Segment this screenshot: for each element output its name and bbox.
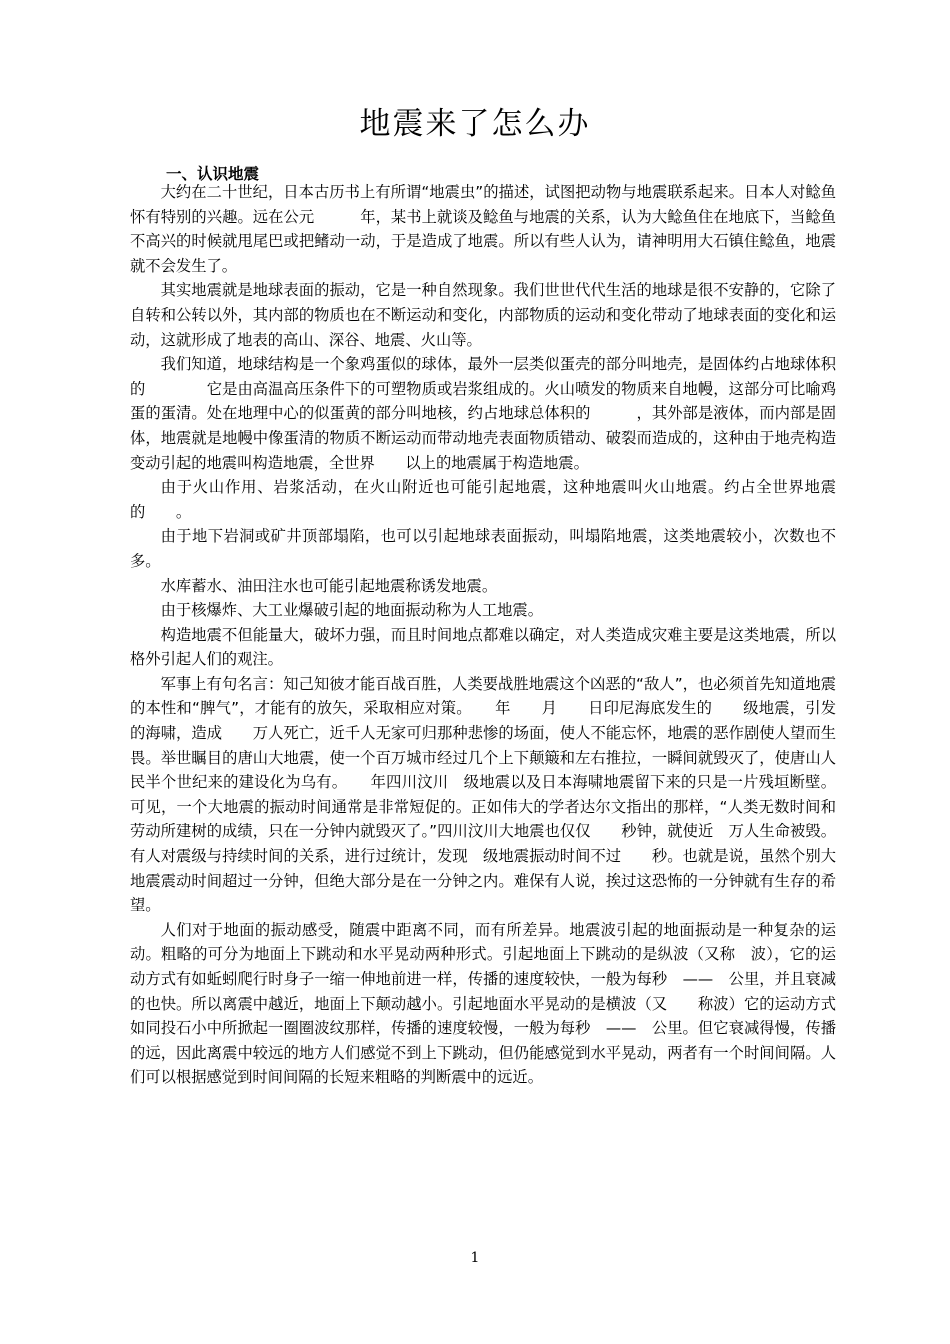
body-text — [130, 180, 836, 1090]
paragraph: 其实地震就是地球表面的振动，它是一种自然现象。我们世世代代生活的地球是很不安静的，它除了自转和公转以外，其内部的物质也在不断运动和变化，内部物质的运动和变化带动了地球表面的变化和运动，这就形成了地表的高山、深谷、地震、火山等。 — [130, 281, 836, 349]
paragraph: 我们知道，地球结构是一个象鸡蛋似的球体，最外一层类似蛋壳的部分叫地壳，是固体约占地球体积的 它是由高温高压条件下的可塑物质或岩浆组成的。火山喷发的物质来自地幔，这部分可比喻鸡蛋的蛋清。处在地理中心的似蛋黄的部分叫地核，约占地球总体积的 ，其外部是液体，而内部是固体，地震就是地幔中像蛋清的物质不断运动而带动地壳表面物质错动、破裂而造成的，这种由于地壳构造变动引起的地震叫构造地震，全世界 以上的地震属于构造地震。 — [130, 355, 836, 472]
paragraph: 水库蓄水、油田注水也可能引起地震称诱发地震。 — [160, 576, 498, 595]
paragraph: 由于火山作用、岩浆活动，在火山附近也可能引起地震，这种地震叫火山地震。约占全世界地震的 。 — [130, 478, 836, 521]
section-heading: 一、认识地震 — [166, 165, 260, 183]
paragraph: 大约在二十世纪，日本古历书上有所谓“地震虫”的描述，试图把动物与地震联系起来。日本人对鲶鱼怀有特别的兴趣。远在公元 年，某书上就谈及鲶鱼与地震的关系，认为大鲶鱼住在地底下，当鲶鱼不高兴的时候就甩尾巴或把鳍动一动，于是造成了地震。所以有些人认为，请神明用大石镇住鲶鱼，地震就不会发生了。 — [130, 183, 836, 275]
paragraph: 由于核爆炸、大工业爆破引起的地面振动称为人工地震。 — [160, 601, 544, 620]
paragraph: 军事上有句名言：知己知彼才能百战百胜，人类要战胜地震这个凶恶的“敌人”，也必须首先知道地震的本性和“脾气”，才能有的放矢，采取相应对策。 年 月 日印尼海底发生的 级地震，引发的海啸，造成 万人死亡，近千人无家可归那种悲惨的场面，使人不能忘怀，地震的恶作剧使人望而生畏。举世瞩目的唐山大地震，使一个百万城市经过几个上下颠簸和左右推拉，一瞬间就毁灭了，使唐山人民半个世纪来的建设化为乌有。 年四川汶川 级地震以及日本海啸地震留下来的只是一片残垣断壁。可见，一个大地震的振动时间通常是非常短促的。正如伟大的学者达尔文指出的那样，“人类无数时间和劳动所建树的成绩，只在一分钟内就毁灭了。”四川汶川大地震也仅仅 秒钟，就使近 万人生命被毁。有人对震级与持续时间的关系，进行过统计，发现 级地震振动时间不过 秒。也就是说，虽然个别大地震震动时间超过一分钟，但绝大部分是在一分钟之内。难保有人说，挨过这恐怖的一分钟就有生存的希望。 — [130, 674, 836, 915]
paragraph: 人们对于地面的振动感受，随震中距离不同，而有所差异。地震波引起的地面振动是一种复杂的运动。粗略的可分为地面上下跳动和水平晃动两种形式。引起地面上下跳动的是纵波（又称 波），它的运动方式有如蚯蚓爬行时身子一缩一伸地前进一样，传播的速度较快，一般为每秒 —— 公里，并且衰减的也快。所以离震中越近，地面上下颠动越小。引起地面水平晃动的是横波（又 称波）它的运动方式如同投石小中所掀起一圈圈波纹那样，传播的速度较慢，一般为每秒 —— 公里。但它衰减得慢，传播的远，因此离震中较远的地方人们感觉不到上下跳动，但仍能感觉到水平晃动，两者有一个时间间隔。人们可以根据感觉到时间间隔的长短来粗略的判断震中的远近。 — [130, 920, 836, 1087]
paragraph: 构造地震不但能量大，破坏力强，而且时间地点都难以确定，对人类造成灾难主要是这类地震，所以格外引起人们的观注。 — [130, 625, 836, 669]
paragraph: 由于地下岩洞或矿井顶部塌陷，也可以引起地球表面振动，叫塌陷地震，这类地震较小，次数也不多。 — [130, 527, 836, 570]
page-number: 1 — [470, 1250, 480, 1266]
page-title: 地震来了怎么办 — [359, 106, 591, 142]
